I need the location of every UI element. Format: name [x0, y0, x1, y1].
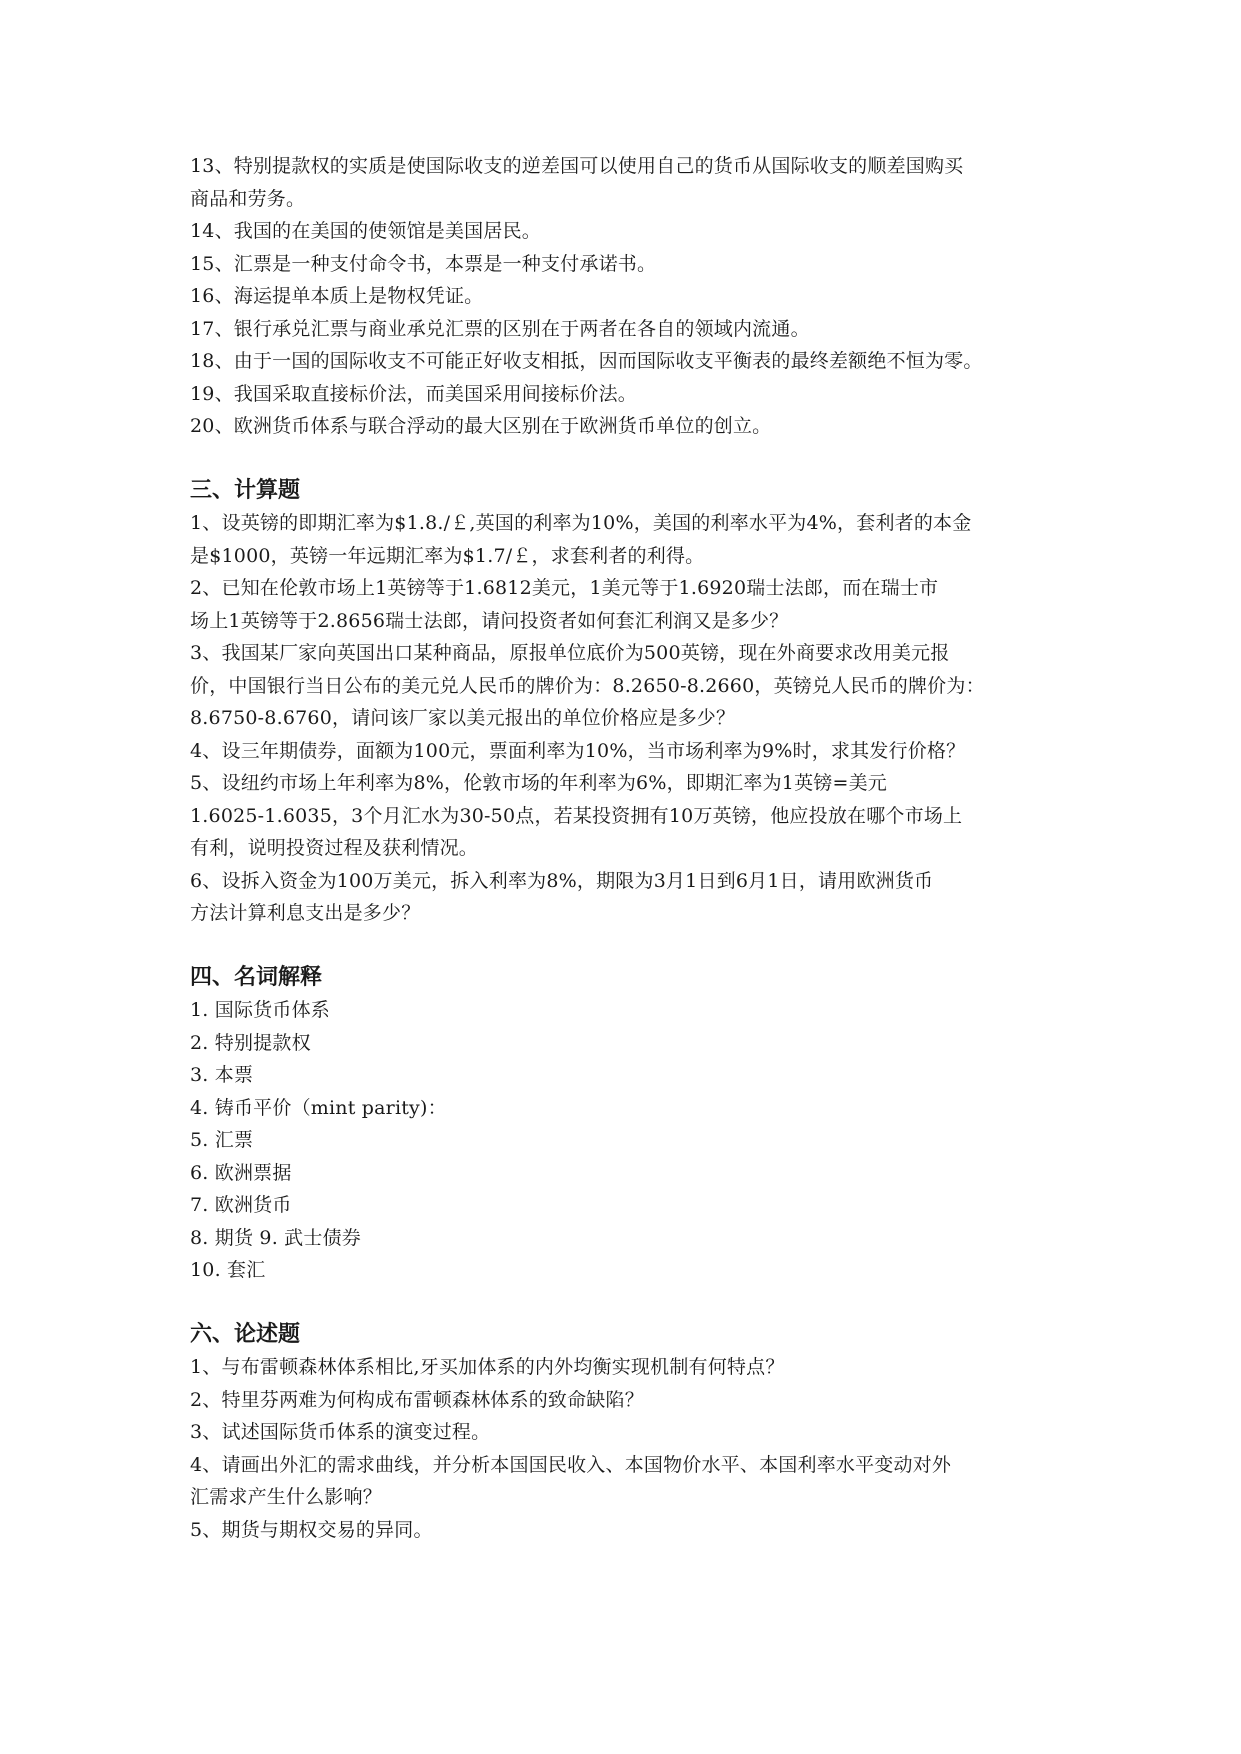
- text-line: 有利，说明投资过程及获利情况。: [190, 837, 479, 859]
- text-line: 1、与布雷顿森林体系相比,牙买加体系的内外均衡实现机制有何特点？: [190, 1356, 785, 1378]
- text-line: 3、试述国际货币体系的演变过程。: [190, 1421, 491, 1443]
- text-line: 13、特别提款权的实质是使国际收支的逆差国可以使用自己的货币从国际收支的顺差国购买: [190, 155, 964, 177]
- list-item: 6. 欧洲票据: [190, 1161, 292, 1184]
- list-item: 4. 铸币平价（mint parity)：: [190, 1096, 447, 1119]
- terms-section: [190, 962, 1060, 1287]
- text-line: 是$1000，英镑一年远期汇率为$1.7/￡，求套利者的利得。: [190, 544, 705, 567]
- text-line: 2、特里芬两难为何构成布雷顿森林体系的致命缺陷？: [190, 1388, 644, 1411]
- text-line: 价，中国银行当日公布的美元兑人民币的牌价为：8.2650-8.2660，英镑兑人民币的牌价为：: [190, 674, 985, 697]
- section-heading: 六、论述题: [190, 1321, 301, 1347]
- section-heading: 四、名词解释: [190, 964, 323, 990]
- essay-section: [190, 1319, 1060, 1547]
- list-item: 1. 国际货币体系: [190, 999, 330, 1021]
- text-line: 5、设纽约市场上年利率为8%，伦敦市场的年利率为6%，即期汇率为1英镑=美元: [190, 772, 887, 794]
- text-line: 15、汇票是一种支付命令书，本票是一种支付承诺书。: [190, 252, 657, 275]
- page-content: [190, 150, 1060, 1546]
- list-item: 7. 欧洲货币: [190, 1194, 292, 1216]
- text-line: 场上1英镑等于2.8656瑞士法郎，请问投资者如何套汇利润又是多少？: [190, 609, 789, 632]
- text-line: 汇需求产生什么影响？: [190, 1486, 383, 1508]
- judgment-questions-section: [190, 150, 1060, 443]
- section-gap: [190, 930, 1060, 962]
- list-item: 2. 特别提款权: [190, 1031, 311, 1054]
- section-gap: [190, 443, 1060, 475]
- list-item: 5. 汇票: [190, 1129, 254, 1151]
- text-line: 4、请画出外汇的需求曲线，并分析本国国民收入、本国物价水平、本国利率水平变动对外: [190, 1453, 952, 1476]
- text-line: 8.6750-8.6760，请问该厂家以美元报出的单位价格应是多少？: [190, 707, 736, 729]
- text-line: 16、海运提单本质上是物权凭证。: [190, 285, 484, 307]
- text-line: 3、我国某厂家向英国出口某种商品，原报单位底价为500英镑，现在外商要求改用美元报: [190, 642, 950, 664]
- text-line: 方法计算利息支出是多少？: [190, 902, 421, 924]
- section-heading: 三、计算题: [190, 477, 301, 503]
- text-line: 14、我国的在美国的使领馆是美国居民。: [190, 220, 541, 242]
- text-line: 18、由于一国的国际收支不可能正好收支相抵，因而国际收支平衡表的最终差额绝不恒为零。: [190, 350, 983, 372]
- list-item: 10. 套汇: [190, 1259, 266, 1281]
- section-gap: [190, 1287, 1060, 1319]
- text-line: 5、期货与期权交易的异同。: [190, 1518, 433, 1541]
- text-line: 1、设英镑的即期汇率为$1.8./￡,英国的利率为10%，美国的利率水平为4%，套利者的本金: [190, 512, 972, 534]
- text-line: 19、我国采取直接标价法，而美国采用间接标价法。: [190, 382, 637, 405]
- text-line: 商品和劳务。: [190, 187, 306, 210]
- text-line: 6、设拆入资金为100万美元，拆入利率为8%，期限为3月1日到6月1日，请用欧洲货币: [190, 869, 934, 892]
- calculation-section: [190, 475, 1060, 930]
- text-line: 1.6025-1.6035，3个月汇水为30-50点，若某投资拥有10万英镑，他应投放在哪个市场上: [190, 804, 963, 827]
- list-item: 3. 本票: [190, 1064, 254, 1086]
- text-line: 17、银行承兑汇票与商业承兑汇票的区别在于两者在各自的领域内流通。: [190, 317, 810, 340]
- list-item: 8. 期货 9. 武士债券: [190, 1226, 361, 1249]
- text-line: 2、已知在伦敦市场上1英镑等于1.6812美元，1美元等于1.6920瑞士法郎，而在瑞士市: [190, 577, 939, 599]
- text-line: 4、设三年期债券，面额为100元，票面利率为10%，当市场利率为9%时，求其发行价格？: [190, 739, 966, 762]
- text-line: 20、欧洲货币体系与联合浮动的最大区别在于欧洲货币单位的创立。: [190, 415, 772, 437]
